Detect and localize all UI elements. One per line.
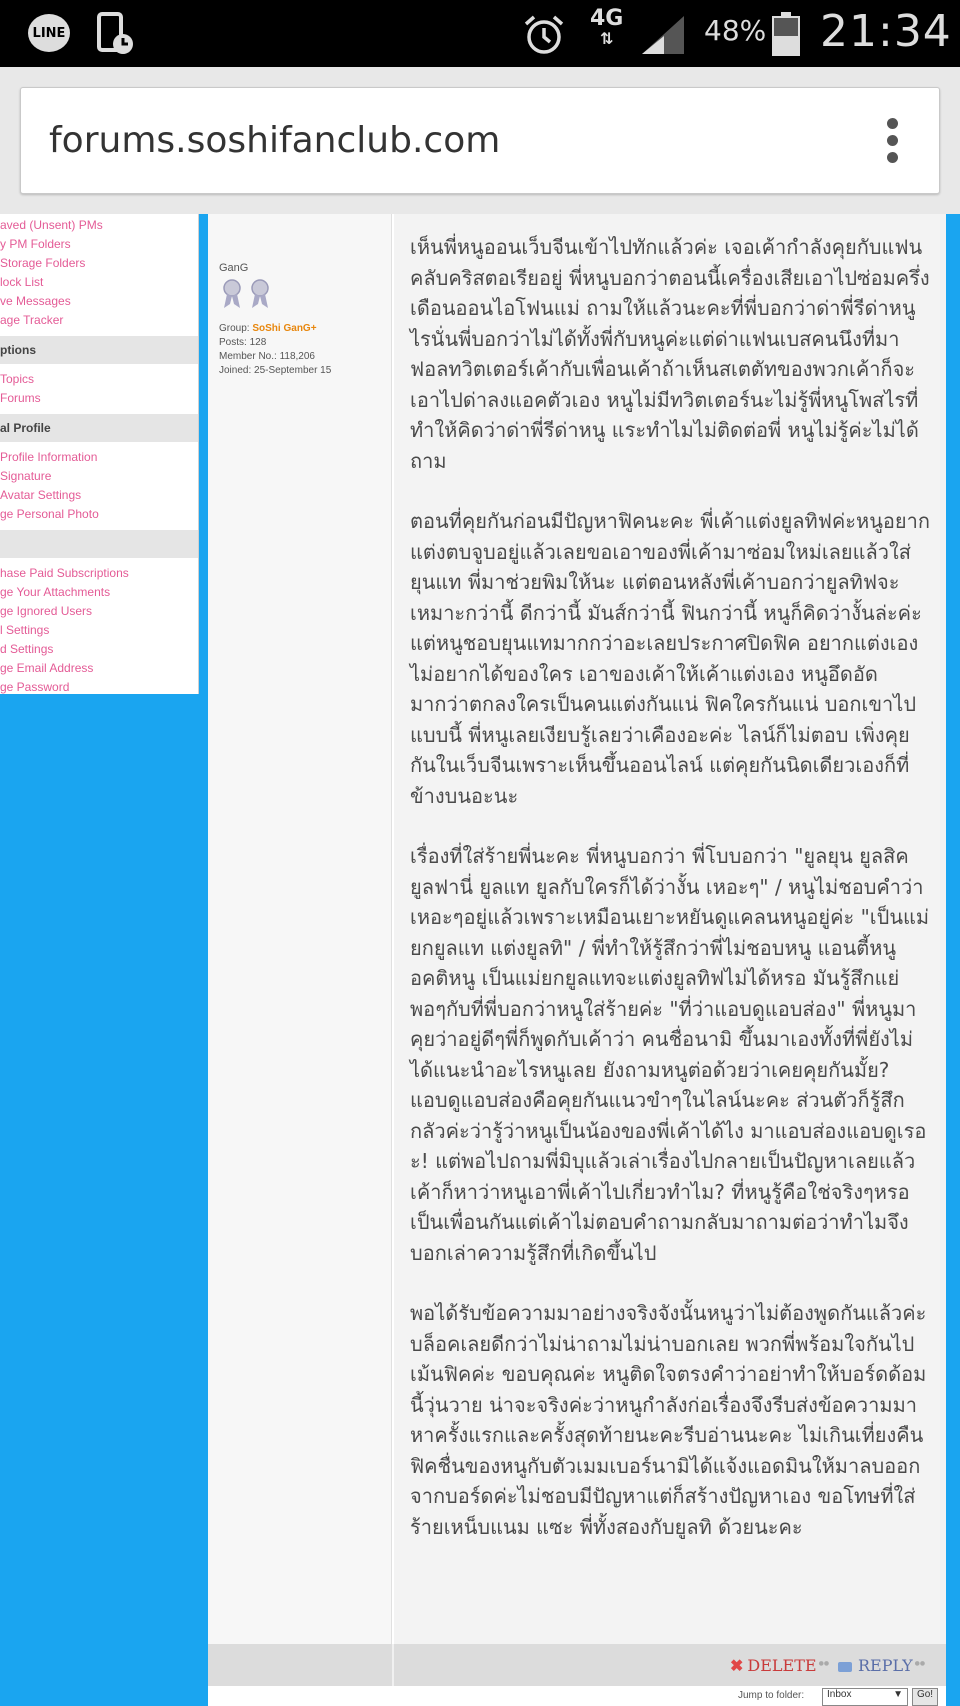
jump-to-folder-row [208, 1686, 946, 1706]
sidebar-link[interactable]: Profile Information [0, 450, 98, 464]
post-paragraph: เรื่องที่ใส่ร้ายพี่นะคะ พี่หนูบอกว่า พี่โบบอกว่า "ยูลยุน ยูลสิค ยูลฟานี่ ยูลแท ยูลกับใครก็ได้ว่างั้น เหอะๆ" / หนูไม่ชอบคำว่าเหอะๆอยู่แล้วเพราะเหมือนเยาะหยันดูแคลนหนูอยู่ค่ะ "เป็นแม่ยกยูลแท แต่งยูลทิ" / พี่ทำให้รู้สึกว่าพี่ไม่ชอบหนู แอนตี้หนู อคติหนู เป็นแม่ยกยูลแทจะแต่งยูลทิฟไม่ได้หรอ มันรู้สึกแย่พอๆกับที่พี่บอกว่าหนูใส่ร้ายค่ะ "ที่ว่าแอบดูแอบส่อง" พี่หนูมาคุยว่าอยู่ดีๆพี่ก็พูดกับเค้าว่า คนชื่อนามิ ขึ้นมาเองทั้งที่พี่ยังไม่ได้แนะนำอะไรหนูเลย ยังถามหนูต่อด้วยว่าเคยคุยกันมั้ย? แอบดูแอบส่องคือคุยกันแนวขำๆในไลน์นะคะ ส่วนตัวก็รู้สึกกลัวค่ะว่ารู้ว่าหนูเป็นน้องของพี่เค้าได้ไง มาแอบส่องแอบดูเรอะ! แต่พอไปถามพี่มิบุแล้วเล่าเรื่องไปกลายเป็นปัญหาเลยแล้วเค้าก็หาว่าหนูเอาพี่เค้าไปเกี่ยวทำไม? ที่หนูรู้คือใช่จริงๆหรอเป็นเพื่อนกันแต่เค้าไม่ตอบคำถามกลับมาถามต่อว่าทำไมจึงบอกเล่าความรู้สึกที่เกิดขึ้นไป [410, 844, 930, 1265]
sidebar-link[interactable]: aved (Unsent) PMs [0, 218, 103, 232]
sidebar-link[interactable]: d Settings [0, 642, 54, 656]
sidebar-link[interactable]: y PM Folders [0, 237, 71, 251]
sidebar-link[interactable]: ge Your Attachments [0, 585, 111, 599]
post-paragraph: เห็นพี่หนูออนเว็บจีนเข้าไปทักแล้วค่ะ เจอเค้ากำลังคุยกับแฟนคลับคริสตอเรียอยู่ พี่หนูบอกว่าตอนนี้เครื่องเสียเอาไปซ่อมครึ่งเดือนออนไอโฟนแม่ ถามให้แล้วนะคะที่พี่บอกว่าด่าพี่รีด่าหนูไรนั่นพี่บอกว่าไม่ได้ทั้งพี่กับหนูค่ะแต่ด่าแฟนเบสคนนึงที่มาฟอลทวิตเตอร์เค้ากับเพื่อนเค้าถ้าเห็นสเตตัทของพวกเค้าก็จะเอาไปด่าลงแอคตัวเอง หนูไม่มีทวิตเตอร์นะไม่รู้พี่หนูโพสไรที่ทำให้คิดว่าด่าพี่รีด่าหนู แระทำไมไม่ติดต่อพี่ หนูไม่รู้ค่ะไม่ได้ถาม [410, 235, 930, 473]
alarm-icon [522, 14, 566, 56]
network-indicator: 4G ⇅ [590, 6, 624, 48]
poster-posts: Posts: 128 [219, 337, 267, 348]
overflow-menu-icon[interactable] [887, 118, 899, 164]
sidebar-link[interactable]: ve Messages [0, 294, 71, 308]
jump-label: Jump to folder: [738, 1690, 805, 1701]
sidebar-link[interactable]: ge Ignored Users [0, 604, 93, 618]
sidebar-link[interactable]: Signature [0, 469, 52, 483]
sidebar-link[interactable]: Avatar Settings [0, 488, 82, 502]
line-app-icon: LINE [28, 14, 70, 52]
settings-header [0, 530, 198, 558]
browser-toolbar [0, 67, 960, 214]
poster-name[interactable]: GanG [219, 262, 249, 274]
sidebar-link[interactable]: ge Password [0, 680, 70, 694]
battery-icon [772, 12, 800, 56]
phone-clock-icon [96, 12, 134, 56]
control-panel-sidebar [0, 214, 199, 694]
battery-percent: 48% [704, 14, 767, 47]
forum-page [0, 214, 960, 1706]
poster-member-no: Member No.: 118,206 [219, 351, 315, 362]
sidebar-link[interactable]: Topics [0, 372, 35, 386]
folder-select[interactable]: Inbox ▼ [822, 1688, 908, 1706]
profile-links [0, 448, 198, 524]
poster-joined: Joined: 25-September 15 [219, 365, 332, 376]
sidebar-link[interactable]: age Tracker [0, 313, 64, 327]
post-paragraph: ตอนที่คุยกันก่อนมีปัญหาฟิคนะคะ พี่เค้าแต่งยูลทิฟค่ะหนูอยากแต่งตบจูบอยู่แล้วเลยขอเอาของพี่เค้ามาซ่อมใหม่เลยแล้วใส่ยุนแท พี่มาช่วยพิมให้นะ แต่ตอนหลังพี่เค้าบอกว่ายูลทิฟจะเหมาะกว่านี้ ดีกว่านี้ มันส์กว่านี้ ฟินกว่านี้ หนูก็คิดว่างั้นล่ะค่ะแต่หนูชอบยุนแทมากกว่าอะเลยประกาศปิดฟิค อยากแต่งเองไม่อยากได้ของใคร เอาของเค้าให้เค้าแต่งเอง หนูอึดอัดมากว่าตกลงใครเป็นคนแต่งกันแน่ ฟิคใครกันแน่ บอกเขาไปแบบนี้ พี่หนูเลยเงียบรู้เลยว่าเคืองอะค่ะ ไลน์ก็ไม่ตอบ เพิ่งคุยกันในเว็บจีนเพราะเห็นขึ้นออนไลน์ แต่คุยกันนิดเดียวเองก็ที่ข้างบนอะนะ [410, 509, 930, 808]
go-button[interactable]: Go! [912, 1688, 938, 1706]
sidebar-link[interactable]: Storage Folders [0, 256, 86, 270]
poster-stats: Group: SoShi GanG+ Posts: 128 Member No.: 118,206 Joined: 25-September 15 [219, 323, 332, 376]
sidebar-link[interactable]: ge Email Address [0, 661, 94, 675]
sidebar-link[interactable]: lock List [0, 275, 44, 289]
sidebar-link[interactable]: l Settings [0, 623, 50, 637]
pm-links [0, 214, 198, 330]
award-ribbons-icon [220, 278, 276, 310]
post-paragraph: พอได้รับข้อความมาอย่างจริงจังนั้นหนูว่าไม่ต้องพูดกันแล้วค่ะบล็อคเลยดีกว่าไม่น่าถามไม่น่าบอกเลย พวกพี่พร้อมใจกันไปเม้นฟิคค่ะ ขอบคุณค่ะ หนูติดใจตรงคำว่าอย่าทำให้บอร์ดด้อมนี้วุ่นวาย น่าจะจริงค่ะว่าหนูกำลังก่อเรื่องจึงรีบส่งข้อความมาหาครั้งแรกและครั้งสุดท้ายนะคะรีบอ่านนะคะ ไม่เกินเที่ยงคืนฟิคชื่นของหนูกับตัวเมมเบอร์นามิได้แจ้งแอดมินให้มาลบออกจากบอร์ดค่ะไม่ชอบมีปัญหาแต่ก็สร้างปัญหาเอง ขอโทษที่ใส่ร้ายเหน็บแนม แซะ พี่ทั้งสองกับยูลทิ ด้วยนะคะ [410, 1301, 927, 1539]
url-text[interactable]: forums.soshifanclub.com [49, 120, 501, 161]
sidebar-link[interactable]: ge Personal Photo [0, 507, 99, 521]
reply-icon [838, 1662, 852, 1672]
reply-button[interactable]: REPLY ●● [838, 1656, 925, 1675]
post-table [208, 214, 946, 1706]
post-body [410, 232, 930, 1572]
profile-header: al Profile [0, 414, 198, 442]
poster-group: SoShi GanG+ [252, 323, 317, 334]
options-header: ptions [0, 336, 198, 364]
post-content-cell [394, 214, 946, 1644]
poster-info-cell [208, 214, 392, 1644]
post-actions-bar [208, 1644, 946, 1686]
sidebar-link[interactable]: Forums [0, 391, 41, 405]
options-links [0, 370, 198, 408]
sidebar-link[interactable]: hase Paid Subscriptions [0, 566, 129, 580]
address-bar[interactable] [20, 87, 940, 194]
status-bar [0, 0, 960, 67]
delete-x-icon: ✖ [730, 1656, 744, 1675]
clock-time: 21:34 [820, 6, 952, 57]
delete-button[interactable]: ✖ DELETE ●● [730, 1656, 830, 1675]
signal-icon [640, 14, 686, 56]
settings-links [0, 564, 198, 697]
